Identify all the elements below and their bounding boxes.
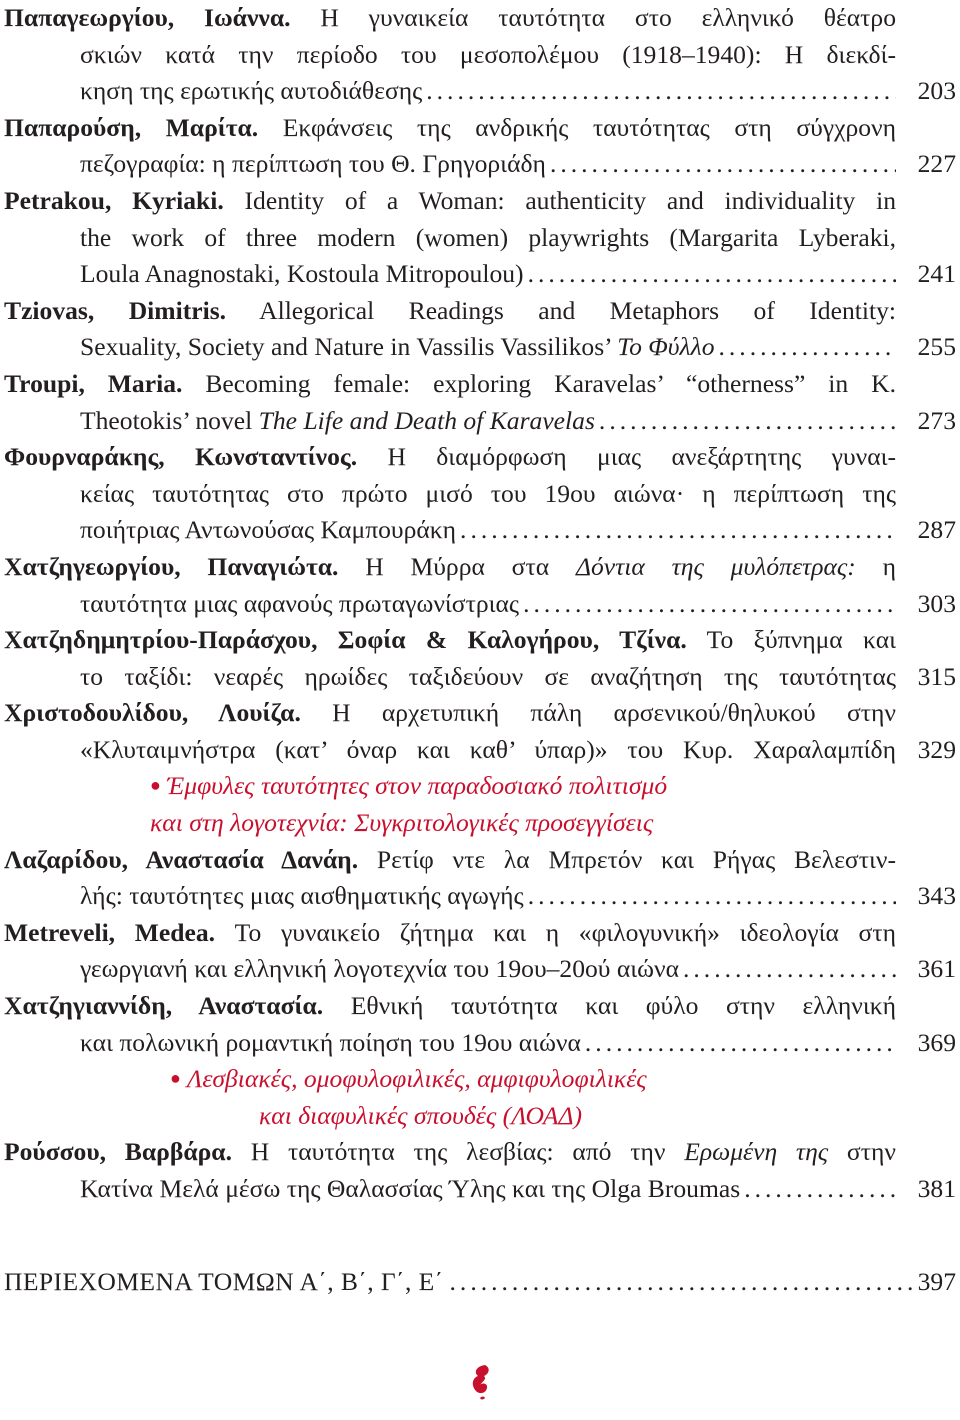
entry-title: Becoming female: exploring Karavelas’ “otherness” in K.	[205, 368, 896, 398]
entry-author: Παπαρούση, Μαρίτα.	[4, 112, 259, 142]
toc-entry	[4, 293, 956, 366]
toc-entry	[4, 988, 956, 1061]
leader-dots	[444, 1262, 912, 1302]
entry-title: Το ξύπνημα και	[706, 625, 896, 655]
entry-title: Εκφάνσεις της ανδρικής ταυτότητας στη σύγχρονη	[282, 112, 896, 142]
entry-author: Ρούσσου, Βαρβάρα.	[4, 1137, 232, 1167]
leader-dots	[519, 586, 896, 623]
entry-title: γεωργιανή και ελληνική λογοτεχνία του 19ου–20ού αιώνα	[80, 954, 679, 984]
entry-title: σκιών κατά την περίοδο του μεσοπολέμου (1918–1940): Η διεκδί-	[80, 39, 896, 69]
toc-entry	[4, 439, 956, 549]
entry-title: Theotokis’ novel	[80, 405, 253, 435]
table-of-contents	[4, 0, 956, 1208]
entry-author: Metreveli, Medea.	[4, 917, 216, 947]
page-number: 343	[917, 881, 956, 911]
page-number: 255	[917, 332, 956, 362]
page-number: 369	[917, 1027, 956, 1057]
entry-title: κηση της ερωτικής αυτοδιάθεσης	[80, 76, 423, 106]
entry-title: Allegorical Readings and Metaphors of Identity:	[259, 295, 896, 325]
page-number: 203	[917, 76, 956, 106]
entry-author: Χριστοδουλίδου, Λουίζα.	[4, 698, 301, 728]
entry-author: Troupi, Maria.	[4, 368, 183, 398]
toc-entry	[4, 110, 956, 183]
entry-title: Η αρχετυπική πάλη αρσενικού/θηλυκού στην	[332, 698, 896, 728]
toc-entry	[4, 0, 956, 110]
entry-title: ταυτότητα μιας αφανούς πρωταγωνίστριας	[80, 588, 520, 618]
entry-title-italic: Δόντια της μυλόπετρας:	[575, 551, 856, 581]
contents-label: ΠΕΡΙΕΧΟΜΕΝΑ ΤΟΜΩΝ Α΄, Β΄, Γ΄, Ε΄	[4, 1267, 444, 1296]
toc-entry	[4, 915, 956, 988]
entry-title: the work of three modern (women) playwrights (Margarita Lyberaki,	[80, 222, 896, 252]
entry-title: πεζογραφία: η περίπτωση του Θ. Γρηγοριάδη	[80, 149, 546, 179]
entry-author: Χατζηδημητρίου-Παράσχου, Σοφία & Καλογήρου, Τζίνα.	[4, 625, 687, 655]
entry-title: «Κλυταιμνήστρα (κατ’ όναρ και καθ’ ύπαρ)» του Κυρ. Χαραλαμπίδη	[80, 734, 896, 764]
page-number: 381	[917, 1174, 956, 1203]
entry-title: Η Μύρρα στα	[365, 551, 550, 581]
page-number: 361	[917, 954, 956, 984]
page-number: 329	[917, 734, 956, 764]
entry-title: Το γυναικείο ζήτημα και η «φιλογυνική» ιδεολογία στη	[234, 917, 896, 947]
entry-author: Λαζαρίδου, Αναστασία Δανάη.	[4, 844, 359, 874]
entry-author: Παπαγεωργίου, Ιωάννα.	[4, 3, 291, 32]
page-number: 227	[917, 149, 956, 179]
leader-dots	[679, 951, 896, 988]
entry-author: Χατζηγιαννίδη, Αναστασία.	[4, 991, 324, 1021]
toc-entry	[4, 622, 956, 695]
entry-title: στην	[846, 1137, 896, 1167]
page-number: 315	[917, 661, 956, 691]
page-number: 397	[917, 1267, 956, 1296]
section-heading: ● Έμφυλες ταυτότητες στον παραδοσιακό πολιτισμό	[150, 771, 668, 801]
toc-entry	[4, 842, 956, 915]
leader-dots	[595, 403, 896, 440]
leader-dots	[546, 146, 896, 183]
volumes-contents-entry	[4, 1262, 956, 1302]
entry-author: Tziovas, Dimitris.	[4, 295, 227, 325]
entry-author: Φουρναράκης, Κωνσταντίνος.	[4, 442, 358, 472]
entry-title: Ρετίφ ντε λα Μπρετόν και Ρήγας Βελεστιν-	[376, 844, 896, 874]
entry-title: Η διαμόρφωση μιας ανεξάρτητης γυναι-	[387, 442, 897, 472]
toc-entry	[4, 1134, 956, 1207]
entry-title: Η ταυτότητα της λεσβίας: από την	[250, 1137, 666, 1167]
entry-title: Κατίνα Μελά μέσω της Θαλασσίας Ύλης και της Olga Broumas	[80, 1174, 741, 1203]
section-heading: και στη λογοτεχνία: Συγκριτολογικές προσεγγίσεις	[150, 808, 654, 838]
leader-dots	[581, 1025, 896, 1062]
entry-title: και πολωνική ρομαντική ποίηση του 19ου αιώνα	[80, 1027, 581, 1057]
leader-dots	[524, 256, 896, 293]
leader-dots	[740, 1171, 896, 1208]
page-number: 273	[917, 405, 956, 435]
entry-author: Χατζηγεωργίου, Παναγιώτα.	[4, 551, 339, 581]
entry-title: κείας ταυτότητας στο πρώτο μισό του 19ου αιώνα· η περίπτωση της	[80, 478, 896, 508]
entry-title: Loula Anagnostaki, Kostoula Mitropoulou)	[80, 259, 524, 289]
entry-title: ποιήτριας Αντωνούσας Καμπουράκη	[80, 515, 457, 545]
entry-title: το ταξίδι: νεαρές ηρωίδες ταξιδεύουν σε αναζήτηση της ταυτότητας	[80, 661, 896, 691]
leader-dots	[715, 329, 896, 366]
toc-entry	[4, 695, 956, 768]
entry-title: Sexuality, Society and Nature in Vassilis Vassilikos’	[80, 332, 611, 362]
leader-dots	[524, 878, 896, 915]
entry-title-italic: Το Φύλλο	[617, 332, 715, 362]
toc-entry	[4, 549, 956, 622]
bullet-icon: ●	[170, 1068, 181, 1089]
toc-entry	[4, 183, 956, 293]
entry-title: λής: ταυτότητες μιας αισθηματικής αγωγής	[80, 881, 524, 911]
entry-title-italic: The Life and Death of Karavelas	[258, 405, 595, 435]
page-number: 287	[917, 515, 956, 545]
page-number: 241	[917, 259, 956, 289]
leader-dots	[422, 73, 896, 110]
page-number: 303	[917, 588, 956, 618]
bullet-icon: ●	[150, 775, 161, 796]
entry-title-italic: Ερωμένη της	[684, 1137, 829, 1167]
entry-author: Petrakou, Kyriaki.	[4, 185, 224, 215]
entry-title: Η γυναικεία ταυτότητα στο ελληνικό θέατρο	[320, 3, 896, 32]
toc-entry	[4, 366, 956, 439]
publisher-logo-icon	[467, 1362, 493, 1402]
entry-title: Εθνική ταυτότητα και φύλο στην ελληνική	[350, 991, 897, 1021]
entry-title: Identity of a Woman: authenticity and individuality in	[244, 185, 896, 215]
leader-dots	[456, 512, 896, 549]
entry-title: η	[882, 551, 897, 581]
section-heading: ● Λεσβιακές, ομοφυλοφιλικές, αμφιφυλοφιλικές	[170, 1064, 647, 1094]
section-heading: και διαφυλικές σπουδές (ΛΟΑΔ)	[259, 1100, 583, 1130]
